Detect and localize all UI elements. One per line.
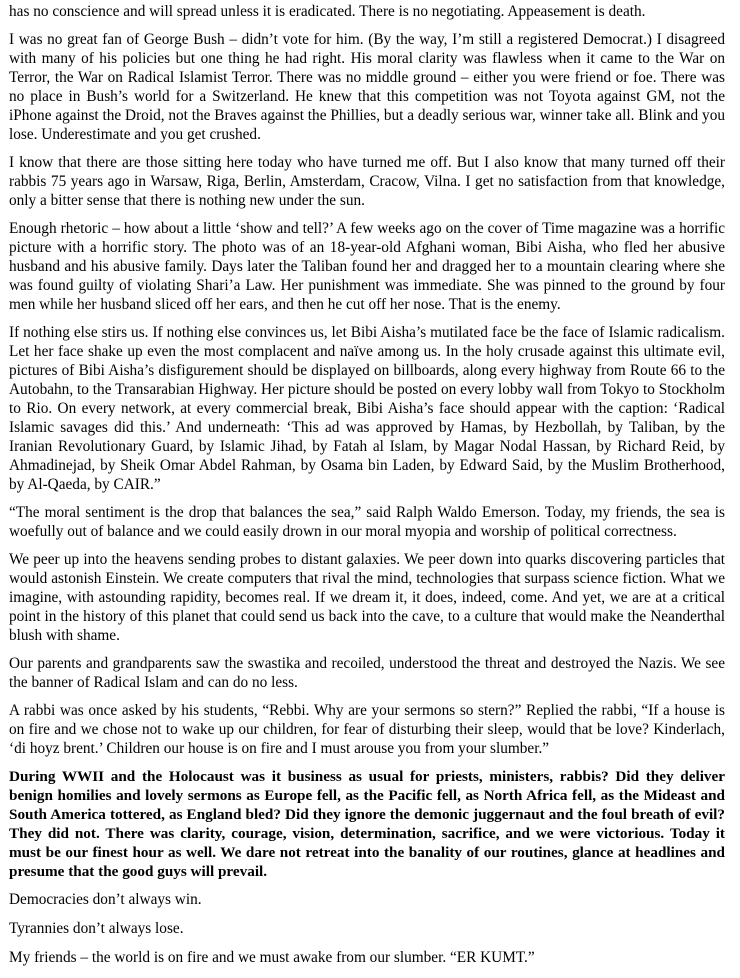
paragraph-4: Enough rhetoric – how about a little ‘show and tell?’ A few weeks ago on the cover of Time magazine was a horrific picture with a horrific story. The photo was of an 18-year-old Afghani woman, Bibi Aisha, who fled her abusive husband and his abusive family. Days later the Taliban found her and dragged her to a mountain clearing where she was found guilty of violating Shari’a Law. Her punishment was immediate. She was pinned to the ground by four men while her husband sliced off her ears, and then he cut off her nose. That is the enemy. bbox=[9, 220, 725, 313]
paragraph-13: My friends – the world is on fire and we must awake from our slumber. “ER KUMT.” bbox=[9, 949, 535, 966]
paragraph-3: I know that there are those sitting here today who have turned me off. But I also know that many turned off their rabbis 75 years ago in Warsaw, Riga, Berlin, Amsterdam, Cracow, Vilna. I get no satisfaction from that knowledge, only a bitter sense that there is nothing new under the sun. bbox=[9, 154, 725, 209]
paragraph-12: Tyrannies don’t always lose. bbox=[9, 920, 184, 937]
paragraph-5: If nothing else stirs us. If nothing else convinces us, let Bibi Aisha’s mutilated face be the face of Islamic radicalism. Let her face shake up even the most complacent and naïve among us. In the holy crusade against this ultimate evil, pictures of Bibi Aisha’s disfigurement should be displayed on billboards, along every highway from Route 66 to the Autobahn, to the Transarabian Highway. Her picture should be posted on every lobby wall from Tokyo to Stockholm to Rio. On every network, at every commercial break, Bibi Aisha’s face should appear with the caption: ‘Radical Islamic savages did this.’ And underneath: ‘This ad was approved by Hamas, by Hezbollah, by Taliban, by the Iranian Revolutionary Guard, by Islamic Jihad, by Fatah al Islam, by Magar Nodal Hassan, by Richard Reid, by Ahmadinejad, by Sheik Omar Abdel Rahman, by Osama bin Laden, by Edward Said, by the Muslim Brotherhood, by Al-Qaeda, by CAIR.” bbox=[9, 324, 725, 493]
paragraph-6: “The moral sentiment is the drop that balances the sea,” said Ralph Waldo Emerson. Today, my friends, the sea is woefully out of balance and we could easily drown in our moral myopia and worship of political correctness. bbox=[9, 504, 725, 540]
paragraph-10-bold: During WWII and the Holocaust was it business as usual for priests, ministers, rabbis? Did they deliver benign homilies and lovely sermons as Europe fell, as the Pacific fell, as North Africa fell, as the Mideast and South America tottered, as England bled? Did they ignore the demonic juggernaut and the foul breath of evil? They did not. There was clarity, courage, vision, determination, sacrifice, and we were victorious. Today it must be our finest hour as well. We dare not retreat into the banality of our routines, glance at headlines and presume that the good guys will prevail. bbox=[9, 768, 725, 880]
document-page bbox=[9, 2, 725, 976]
paragraph-8: Our parents and grandparents saw the swastika and recoiled, understood the threat and destroyed the Nazis. We see the banner of Radical Islam and can do no less. bbox=[9, 655, 725, 691]
paragraph-2: I was no great fan of George Bush – didn’t vote for him. (By the way, I’m still a registered Democrat.) I disagreed with many of his policies but one thing he had right. His moral clarity was flawless when it came to the War on Terror, the War on Radical Islamist Terror. There was no middle ground – either you were friend or foe. There was no place in Bush’s world for a Switzerland. He knew that this competition was not Toyota against GM, not the iPhone against the Droid, not the Braves against the Phillies, but a deadly serious war, winner take all. Blink and you lose. Underestimate and you get crushed. bbox=[9, 31, 725, 143]
paragraph-7: We peer up into the heavens sending probes to distant galaxies. We peer down into quarks discovering particles that would astonish Einstein. We create computers that rival the mind, technologies that surpass science fiction. What we imagine, with astounding rapidity, becomes real. If we dream it, it does, indeed, come. And yet, we are at a critical point in the history of this planet that could send us back into the cave, to a culture that would make the Neanderthal blush with shame. bbox=[9, 551, 725, 644]
paragraph-9: A rabbi was once asked by his students, “Rebbi. Why are your sermons so stern?” Replied the rabbi, “If a house is on fire and we chose not to wake up our children, for fear of disturbing their sleep, would that be love? Kinderlach, ‘di hoyz brent.’ Children our house is on fire and I must arouse you from your slumber.” bbox=[9, 702, 725, 757]
paragraph-11: Democracies don’t always win. bbox=[9, 891, 202, 908]
paragraph-1: has no conscience and will spread unless it is eradicated. There is no negotiating. Appeasement is death. bbox=[9, 3, 646, 20]
